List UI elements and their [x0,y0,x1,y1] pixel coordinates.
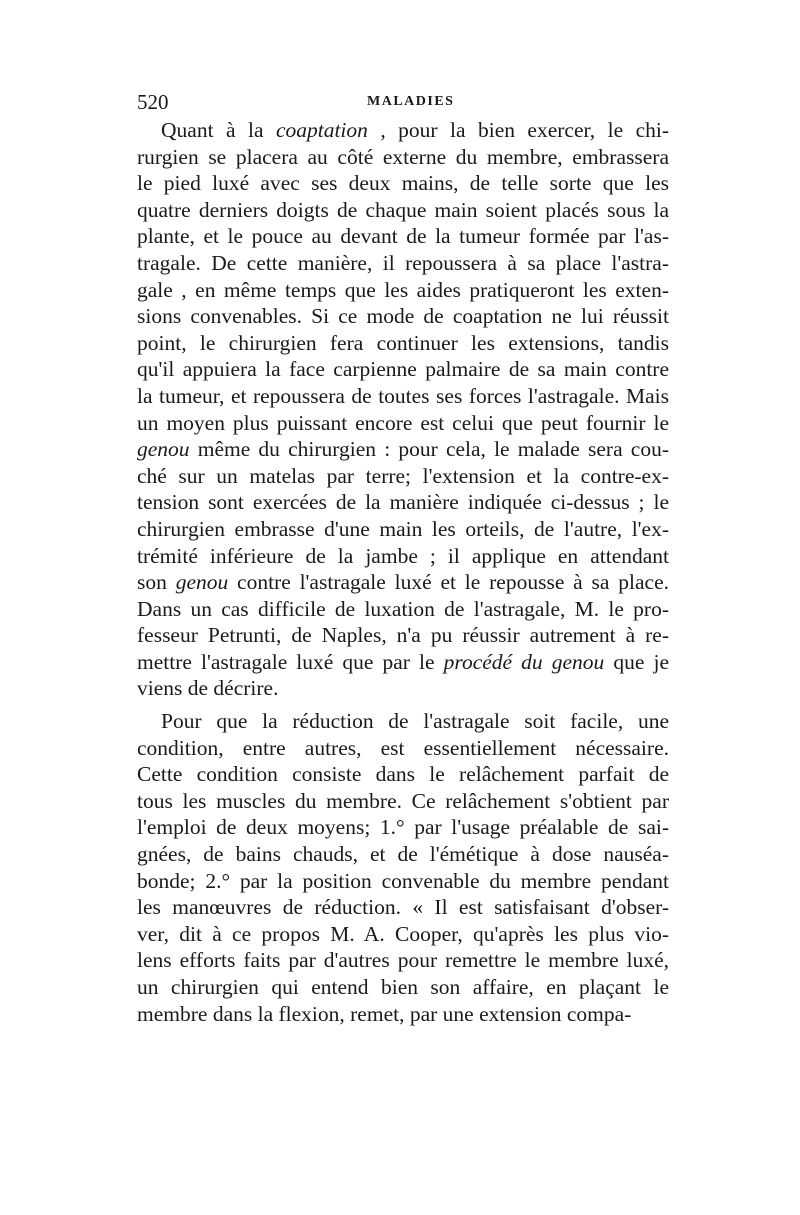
text-run: trémité inférieure de la jambe ; il applique en attendant [137,543,669,568]
text-run: Cette condition consiste dans le relâchement parfait de [137,762,669,787]
text-run: viens de décrire. [137,676,279,701]
text-run: Pour que la réduction de l'astragale soit facile, une [161,709,669,734]
text-run: que je [604,649,669,674]
text-run: ché sur un matelas par terre; l'extension et la contre-ex- [137,463,669,488]
text-run: qu'il appuiera la face carpienne palmaire de sa main contre [137,357,669,382]
text-line [137,894,669,921]
italic-text: procédé du genou [443,649,605,674]
text-run: condition, entre autres, est essentiellement nécessaire. [137,735,669,760]
text-run: tous les muscles du membre. Ce relâchement s'obtient par [137,788,669,813]
text-line [137,596,669,623]
text-run: un chirurgien qui entend bien son affaire, en plaçant le [137,975,669,999]
text-line [137,622,669,649]
text-line [137,303,669,330]
text-run: même du chirurgien : pour cela, le malade sera cou- [189,437,669,462]
text-line [137,410,669,437]
text-line [137,814,669,841]
italic-text: genou [137,437,190,462]
text-run: un moyen plus puissant encore est celui que peut fournir le [137,410,669,435]
text-line [137,974,669,1001]
text-run: fesseur Petrunti, de Naples, n'a pu réussir autrement à re- [137,623,669,648]
text-line [137,735,669,762]
text-line [137,117,669,144]
text-line [137,841,669,868]
text-line [137,197,669,224]
text-line [137,250,669,277]
text-run: bonde; 2.° par la position convenable du membre pendant [137,868,669,893]
text-run: Dans un cas difficile de luxation de l'astragale, M. le pro- [137,596,669,621]
text-line [137,463,669,490]
text-line [137,383,669,410]
italic-text: coaptation [275,118,368,142]
text-line [137,330,669,357]
paragraph [137,117,669,702]
text-run: gnées, de bains chauds, et de l'émétique à dose nauséa- [137,842,669,867]
text-line [137,223,669,250]
text-run: l'emploi de deux moyens; 1.° par l'usage préalable de sai- [137,815,669,840]
text-run: plante, et le pouce au devant de la tumeur formée par l'as- [137,224,669,249]
text-run: membre dans la flexion, remet, par une extension compa- [137,1001,632,1026]
text-line [137,675,669,702]
text-line [137,947,669,974]
text-run: les manœuvres de réduction. « Il est satisfaisant d'obser- [137,895,669,920]
text-line [137,543,669,570]
text-run: point, le chirurgien fera continuer les extensions, tandis [137,330,669,355]
text-run: son [137,570,176,595]
text-line [137,170,669,197]
text-line [137,708,669,735]
italic-text: genou [175,570,229,595]
text-run: sions convenables. Si ce mode de coaptation ne lui réussit [137,304,669,329]
text-run: tragale. De cette manière, il repoussera à sa place l'astra- [137,250,669,275]
text-run: gale , en même temps que les aides pratiqueront les exten- [137,277,669,302]
text-line [137,356,669,383]
text-run: chirurgien embrasse d'une main les orteils, de l'autre, l'ex- [137,516,669,541]
text-run: contre l'astragale luxé et le repousse à sa place. [228,570,669,595]
text-line [137,921,669,948]
text-line [137,788,669,815]
text-line [137,761,669,788]
text-line [137,489,669,516]
text-run: lens efforts faits par d'autres pour remettre le membre luxé, [137,948,669,973]
paragraph [137,708,669,1027]
text-line [137,649,669,676]
text-line [137,569,669,596]
text-run: le pied luxé avec ses deux mains, de telle sorte que les [137,171,669,196]
text-run: la tumeur, et repoussera de toutes ses forces l'astragale. Mais [137,383,669,408]
text-run: , pour la bien exercer, le chi- [367,118,670,142]
running-title: MALADIES [367,94,455,109]
page-number: 520 [137,90,169,114]
body-text [137,117,669,1027]
text-line [137,868,669,895]
text-line [137,144,669,171]
text-run: mettre l'astragale luxé que par le [137,649,444,674]
text-line [137,436,669,463]
text-line [137,1001,669,1028]
text-run: rurgien se placera au côté externe du membre, embrassera [137,144,669,169]
text-run: tension sont exercées de la manière indiquée ci-dessus ; le [137,490,669,515]
text-line [137,516,669,543]
text-run: Quant à la [161,118,276,142]
text-line [137,277,669,304]
text-run: ver, dit à ce propos M. A. Cooper, qu'après les plus vio- [137,921,669,946]
text-run: quatre derniers doigts de chaque main soient placés sous la [137,197,669,222]
